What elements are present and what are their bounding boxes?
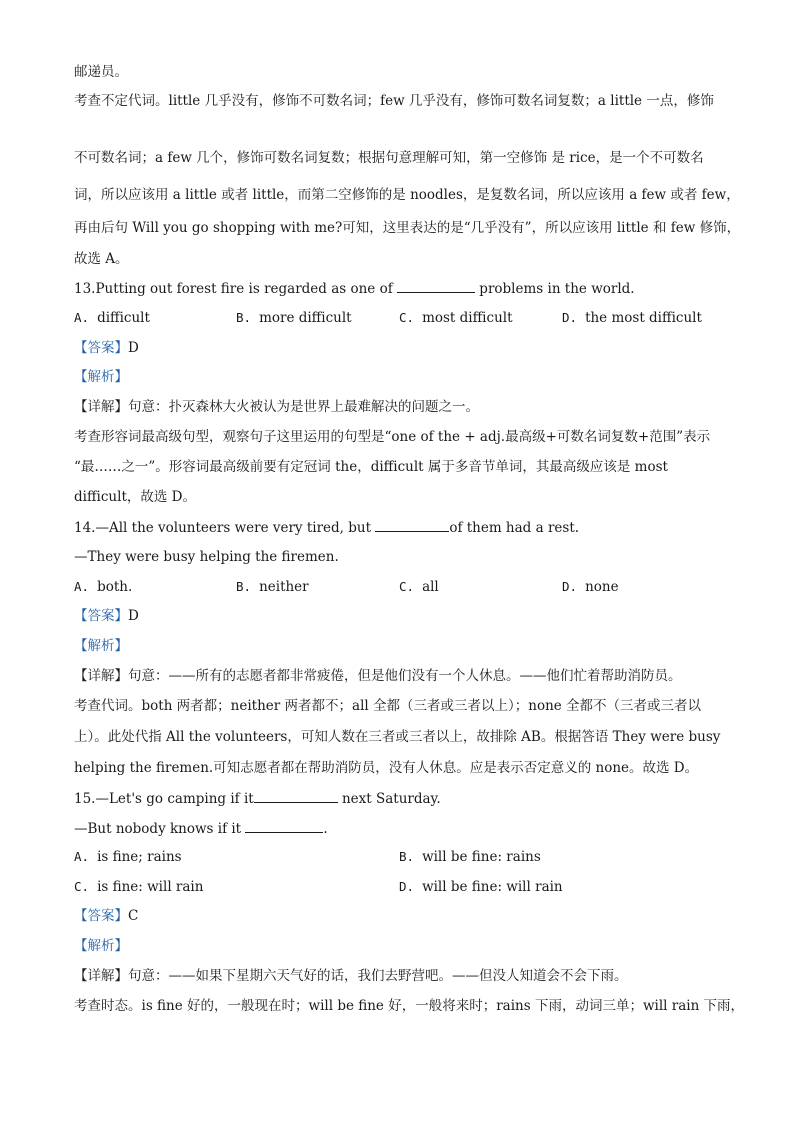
q15-blank-1 bbox=[254, 788, 338, 803]
q13-detail-4: difficult，故选 D。 bbox=[74, 489, 196, 505]
q14-option-c: C. all bbox=[399, 579, 439, 595]
q15-option-c: C. is fine: will rain bbox=[74, 879, 204, 895]
q14-line-2: —They were busy helping the firemen. bbox=[74, 549, 339, 565]
q15-option-a: A. is fine; rains bbox=[74, 849, 182, 865]
q13-stem: 13.Putting out forest fire is regarded as one of problems in the world. bbox=[74, 278, 635, 299]
intro-line-6: 故选 A。 bbox=[74, 251, 129, 267]
q13-option-a: A. difficult bbox=[74, 310, 150, 326]
q15-detail-1: 【详解】句意：——如果下星期六天气好的话，我们去野营吧。——但没人知道会不会下雨。 bbox=[74, 968, 628, 984]
intro-line-3: 不可数名词；a few 几个，修饰可数名词复数；根据句意理解可知，第一空修饰 是 rice，是一个不可数名 bbox=[74, 150, 704, 166]
q13-analysis-tag: 【解析】 bbox=[74, 369, 128, 385]
q15-blank-2 bbox=[245, 818, 323, 833]
intro-line-2: 考查不定代词。little 几乎没有，修饰不可数名词；few 几乎没有，修饰可数名词复数；a little 一点，修饰 bbox=[74, 93, 714, 109]
q13-blank bbox=[397, 278, 475, 293]
q15-detail-2: 考查时态。is fine 好的，一般现在时；will be fine 好，一般将来时；rains 下雨，动词三单；will rain 下雨， bbox=[74, 998, 745, 1014]
q14-option-a: A. both. bbox=[74, 579, 133, 595]
q14-option-b: B. neither bbox=[236, 579, 309, 595]
q13-option-b: B. more difficult bbox=[236, 310, 352, 326]
intro-line-1: 邮递员。 bbox=[74, 64, 128, 80]
q13-answer: 【答案】D bbox=[74, 340, 139, 356]
q13-option-c: C. most difficult bbox=[399, 310, 513, 326]
q13-detail-3: “最……之一”。形容词最高级前要有定冠词 the，difficult 属于多音节单词，其最高级应该是 most bbox=[74, 459, 668, 475]
q14-detail-2: 考查代词。both 两者都；neither 两者都不；all 全都（三者或三者以上）；none 全都不（三者或三者以 bbox=[74, 698, 702, 714]
q14-detail-3: 上）。此处代指 All the volunteers，可知人数在三者或三者以上，故排除 AB。根据答语 They were busy bbox=[74, 729, 721, 745]
q14-detail-1: 【详解】句意：——所有的志愿者都非常疲倦，但是他们没有一个人休息。——他们忙着帮助消防员。 bbox=[74, 668, 682, 684]
q15-stem: 15.—Let's go camping if it next Saturday. bbox=[74, 788, 441, 809]
q14-detail-4: helping the firemen.可知志愿者都在帮助消防员，没有人休息。应是表示否定意义的 none。故选 D。 bbox=[74, 760, 699, 776]
q15-line-2: —But nobody knows if it . bbox=[74, 818, 328, 839]
q14-blank bbox=[375, 517, 449, 532]
q13-option-d: D. the most difficult bbox=[562, 310, 702, 326]
intro-line-4: 词，所以应该用 a little 或者 little，而第二空修饰的是 noodles，是复数名词，所以应该用 a few 或者 few， bbox=[74, 187, 740, 203]
intro-line-5: 再由后句 Will you go shopping with me?可知，这里表达的是“几乎没有”，所以应该用 little 和 few 修饰， bbox=[74, 220, 741, 236]
q13-detail-2: 考查形容词最高级句型，观察句子这里运用的句型是“one of the + adj.最高级+可数名词复数+范围”表示 bbox=[74, 429, 711, 445]
q15-option-d: D. will be fine: will rain bbox=[399, 879, 563, 895]
q14-answer: 【答案】D bbox=[74, 608, 139, 624]
q15-analysis-tag: 【解析】 bbox=[74, 938, 128, 954]
q15-option-b: B. will be fine: rains bbox=[399, 849, 541, 865]
q15-answer: 【答案】C bbox=[74, 908, 139, 924]
q13-detail-1: 【详解】句意：扑灭森林大火被认为是世界上最难解决的问题之一。 bbox=[74, 399, 479, 415]
q14-analysis-tag: 【解析】 bbox=[74, 638, 128, 654]
q14-stem: 14.—All the volunteers were very tired, but of them had a rest. bbox=[74, 517, 579, 538]
q14-option-d: D. none bbox=[562, 579, 619, 595]
